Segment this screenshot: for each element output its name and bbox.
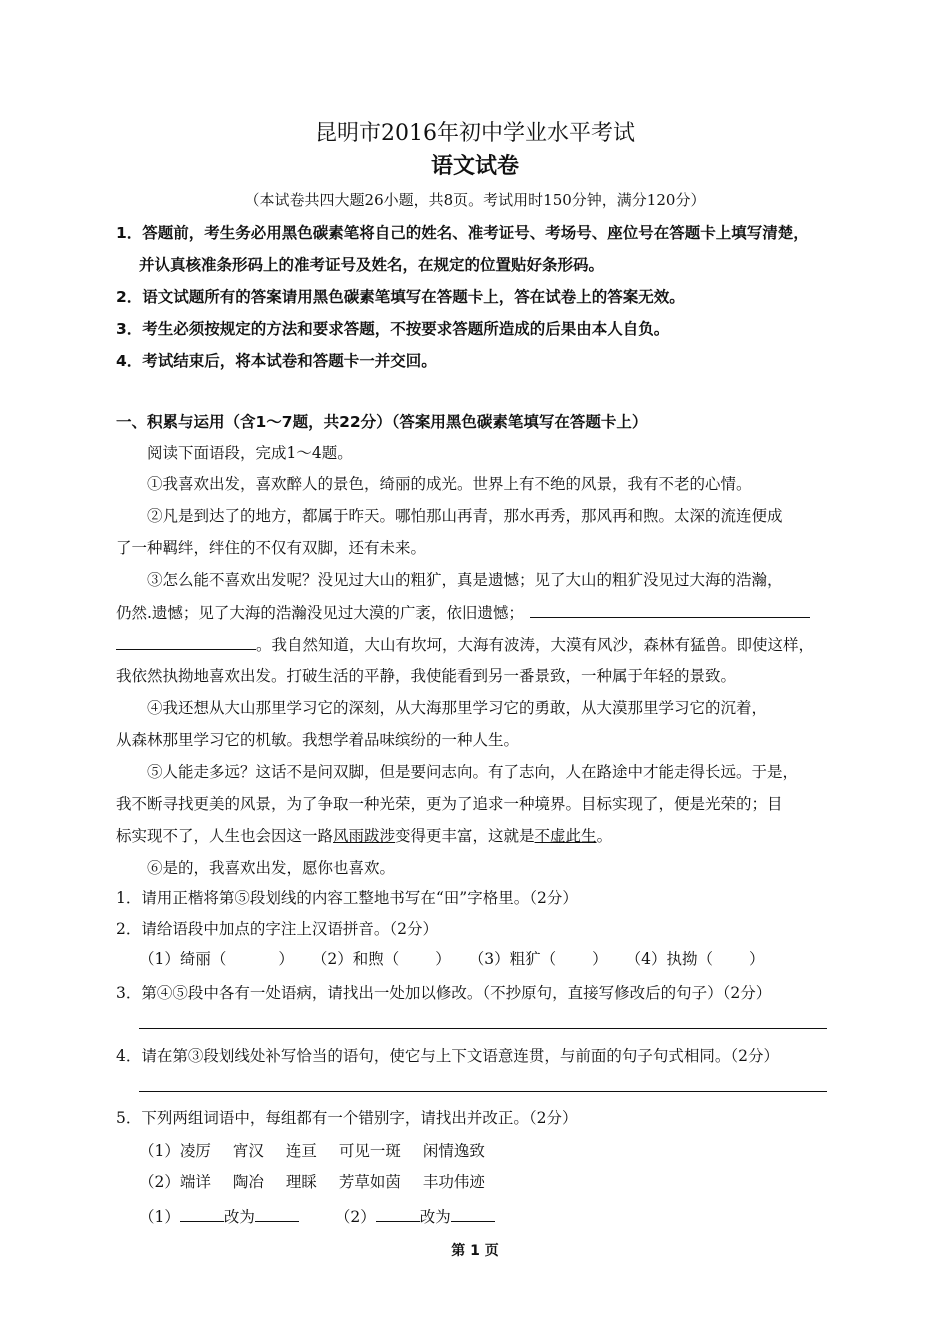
exam-title: 昆明市2016年初中学业水平考试: [315, 121, 635, 146]
exam-note: （本试卷共四大题26小题，共8页。考试用时150分钟，满分120分）: [244, 191, 706, 209]
question-1: 1．请用正楷将第⑤段划线的内容工整地书写在“田”字格里。（2分）: [116, 889, 578, 907]
paragraph-5-line-2: 我不断寻找更美的风景，为了争取一种光荣，更为了追求一种境界。目标实现了，便是光荣的；目: [116, 795, 783, 813]
fill-blank-line-cont: [116, 633, 256, 650]
question-4: 4．请在第③段划线处补写恰当的语句，使它与上下文语意连贯，与前面的句子句式相同。（2分）: [116, 1047, 779, 1065]
instruction-3: 3．考生必须按规定的方法和要求答题，不按要求答题所造成的后果由本人自负。: [116, 320, 670, 338]
q2-item-2-close: ）: [435, 950, 451, 968]
question-2: 2．请给语段中加点的字注上汉语拼音。（2分）: [116, 920, 438, 938]
instruction-1-cont: 并认真核准条形码上的准考证号及姓名，在规定的位置贴好条形码。: [139, 256, 605, 274]
q5-r2-w1: （2）端详: [139, 1173, 211, 1191]
q5-ans-1-blank-b: [255, 1205, 299, 1222]
paragraph-4-line-2: 从森林那里学习它的机敏。我想学着品味缤纷的一种人生。: [116, 731, 520, 749]
paragraph-3-line-2: [116, 601, 810, 624]
q5-ans-2-blank-a: [376, 1205, 420, 1222]
instruction-1: 1．答题前，考生务必用黑色碳素笔将自己的姓名、准考证号、考场号、座位号在答题卡上填写清楚，: [116, 224, 809, 242]
answer-line-q4: [139, 1091, 827, 1092]
reading-intro: 阅读下面语段，完成1～4题。: [147, 444, 353, 462]
q2-item-4-open: （4）执拗（: [625, 950, 714, 968]
paragraph-1: ①我喜欢出发，喜欢醉人的景色，绮丽的成光。世界上有不绝的风景，我有不老的心情。: [147, 475, 752, 493]
p5-underlined-phrase-2: 不虚此生: [534, 827, 597, 845]
page-number: 第 1 页: [451, 1243, 499, 1259]
question-2-items: [139, 948, 765, 970]
q5-ans-1-blank-a: [180, 1205, 224, 1222]
section-1-heading: 一、积累与运用（含1～7题，共22分）（答案用黑色碳素笔填写在答题卡上）: [116, 413, 648, 431]
paragraph-6: ⑥是的，我喜欢出发，愿你也喜欢。: [147, 859, 396, 877]
q5-r2-w5: 丰功伟迹: [422, 1173, 485, 1191]
q2-item-1-open: （1）绮丽（: [139, 950, 227, 968]
q5-r2-w4: 芳草如茵: [338, 1173, 401, 1191]
p5-text-e: 。: [596, 827, 613, 845]
q5-r2-w2: 陶冶: [232, 1173, 264, 1191]
paragraph-2-line-1: ②凡是到达了的地方，都属于昨天。哪怕那山再青，那水再秀，那风再和煦。太深的流连便成: [147, 507, 783, 525]
exam-subtitle: 语文试卷: [430, 154, 519, 179]
paragraph-3-line-2-text: 仍然.遗憾；见了大海的浩瀚没见过大漠的广袤，依旧遗憾；: [116, 604, 524, 622]
q2-item-1-close: ）: [278, 950, 294, 968]
question-5: 5．下列两组词语中，每组都有一个错别字，请找出并改正。（2分）: [116, 1109, 578, 1127]
p5-text-c: 变得更丰富，这就是: [395, 827, 535, 845]
q2-item-3-close: ）: [592, 950, 608, 968]
paragraph-3-line-1: ③怎么能不喜欢出发呢？没见过大山的粗犷，真是遗憾；见了大山的粗犷没见过大海的浩瀚，: [147, 571, 783, 589]
instruction-4: 4．考试结束后，将本试卷和答题卡一并交回。: [116, 352, 437, 370]
p5-underlined-phrase-1: 风雨跋涉: [333, 827, 396, 845]
q5-r1-w1: （1）凌厉: [139, 1142, 211, 1160]
q5-r1-w3: 连亘: [285, 1142, 317, 1160]
q5-ans-1-change: 改为: [223, 1208, 255, 1226]
q5-ans-2-label: （2）: [334, 1208, 376, 1226]
paragraph-2-line-2: 了一种羁绊，绊住的不仅有双脚，还有未来。: [116, 539, 427, 557]
q5-r1-w2: 宵汉: [232, 1142, 264, 1160]
fill-blank-line: [530, 601, 810, 618]
paragraph-5-line-3: [116, 825, 612, 847]
q5-r2-w3: 理睬: [285, 1173, 317, 1191]
question-3: 3．第④⑤段中各有一处语病，请找出一处加以修改。（不抄原句，直接写修改后的句子）（2分）: [116, 984, 772, 1002]
q2-item-3-open: （3）粗犷（: [468, 950, 557, 968]
paragraph-3-line-3-text: 。我自然知道，大山有坎坷，大海有波涛，大漠有风沙，森林有猛兽。即使这样，: [256, 636, 815, 654]
question-5-row-1: [139, 1140, 485, 1162]
q2-item-4-close: ）: [749, 950, 765, 968]
q5-r1-w4: 可见一斑: [338, 1142, 401, 1160]
answer-line-q3: [139, 1028, 827, 1029]
q5-r1-w5: 闲情逸致: [422, 1142, 485, 1160]
instruction-2: 2．语文试题所有的答案请用黑色碳素笔填写在答题卡上，答在试卷上的答案无效。: [116, 288, 685, 306]
q2-item-2-open: （2）和煦（: [311, 950, 400, 968]
paragraph-3-line-4: 我依然执拗地喜欢出发。打破生活的平静，我使能看到另一番景致，一种属于年轻的景致。: [116, 667, 737, 685]
q5-ans-1-label: （1）: [139, 1208, 180, 1226]
paragraph-4-line-1: ④我还想从大山那里学习它的深刻，从大海那里学习它的勇敢，从大漠那里学习它的沉着，: [147, 699, 768, 717]
p5-text-a: 标实现不了，人生也会因这一路: [116, 827, 334, 845]
q5-ans-2-change: 改为: [419, 1208, 451, 1226]
question-5-answer: [139, 1205, 495, 1228]
q5-ans-2-blank-b: [451, 1205, 495, 1222]
question-5-row-2: [139, 1171, 485, 1193]
paragraph-3-line-3: [116, 633, 814, 656]
paragraph-5-line-1: ⑤人能走多远？这话不是问双脚，但是要问志向。有了志向，人在路途中才能走得长远。于是，: [147, 763, 799, 781]
